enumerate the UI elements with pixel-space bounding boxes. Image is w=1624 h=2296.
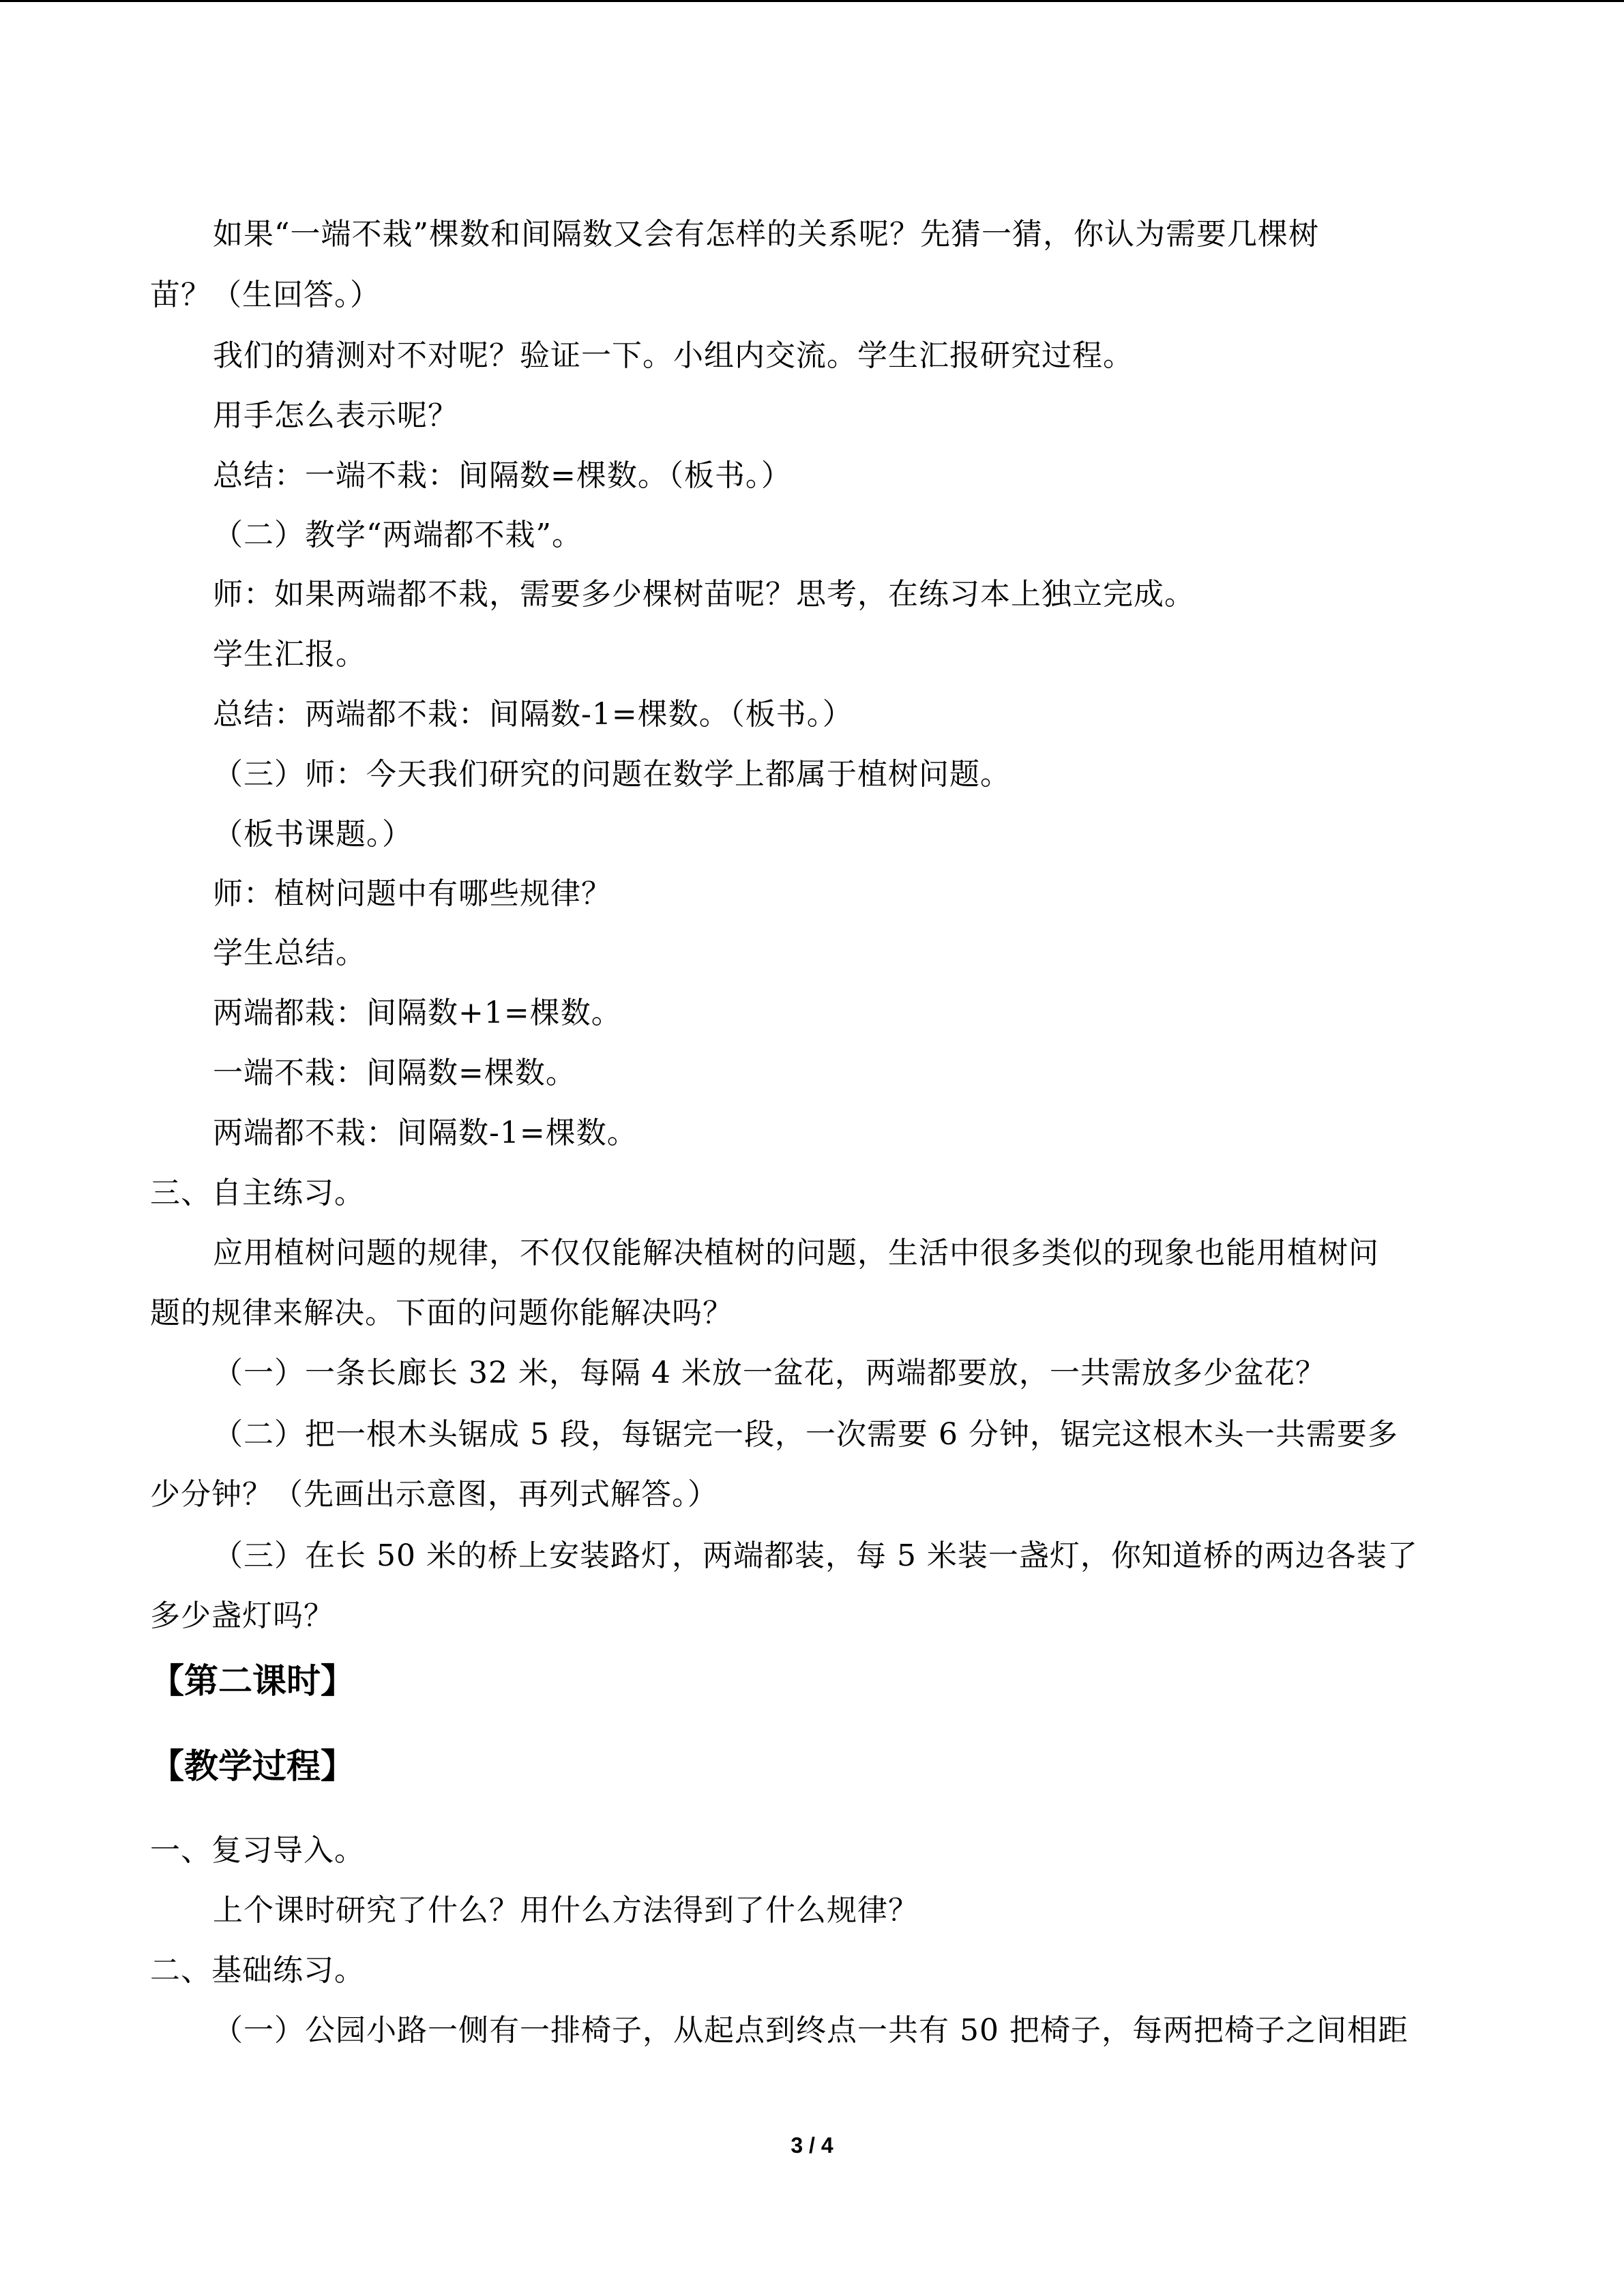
section-heading: 一、复习导入。	[150, 1833, 365, 1868]
paragraph-line: 少分钟？（先画出示意图，再列式解答。）	[150, 1477, 718, 1512]
paragraph-line: 多少盏灯吗？	[150, 1598, 334, 1633]
page-number: 3 / 4	[791, 2133, 833, 2158]
paragraph-line: （二）把一根木头锯成 5 段，每锯完一段，一次需要 6 分钟，锯完这根木头一共需要多	[213, 1417, 1398, 1452]
paragraph-line: 我们的猜测对不对呢？验证一下。小组内交流。学生汇报研究过程。	[213, 338, 1134, 373]
paragraph-line: 一端不栽：间隔数=棵数。	[213, 1056, 576, 1090]
lesson-heading: 【第二课时】	[150, 1661, 355, 1701]
paragraph-line: （三）师：今天我们研究的问题在数学上都属于植树问题。	[213, 757, 1011, 792]
paragraph-line: （二）教学“两端都不栽”。	[213, 518, 582, 552]
top-border-line	[0, 0, 1624, 2]
section-heading: 三、自主练习。	[150, 1176, 365, 1210]
paragraph-line: （三）在长 50 米的桥上安装路灯，两端都装，每 5 米装一盏灯，你知道桥的两边各装了	[213, 1538, 1418, 1573]
paragraph-line: 用手怎么表示呢？	[213, 398, 458, 433]
paragraph-line: 两端都不栽：间隔数-1=棵数。	[213, 1116, 638, 1150]
paragraph-line: 应用植树问题的规律，不仅仅能解决植树的问题，生活中很多类似的现象也能用植树问	[213, 1236, 1379, 1270]
paragraph-line: 学生汇报。	[213, 637, 366, 672]
paragraph-line: 总结：两端都不栽：间隔数-1=棵数。（板书。）	[213, 697, 853, 732]
paragraph-line: （板书课题。）	[213, 817, 413, 852]
process-heading: 【教学过程】	[150, 1746, 355, 1786]
paragraph-line: 师：如果两端都不栽，需要多少棵树苗呢？思考，在练习本上独立完成。	[213, 577, 1195, 612]
paragraph-line: （一）公园小路一侧有一排椅子，从起点到终点一共有 50 把椅子，每两把椅子之间相距	[213, 2013, 1408, 2048]
paragraph-line: 如果“一端不栽”棵数和间隔数又会有怎样的关系呢？先猜一猜，你认为需要几棵树	[213, 217, 1319, 252]
paragraph-line: 总结：一端不栽：间隔数=棵数。（板书。）	[213, 458, 792, 493]
paragraph-line: 题的规律来解决。下面的问题你能解决吗？	[150, 1296, 733, 1330]
paragraph-line: 师：植树问题中有哪些规律？	[213, 876, 612, 911]
section-heading: 二、基础练习。	[150, 1953, 365, 1988]
paragraph-line: （一）一条长廊长 32 米，每隔 4 米放一盆花，两端都要放，一共需放多少盆花？	[213, 1356, 1326, 1390]
paragraph-line: 苗？（生回答。）	[150, 278, 381, 312]
paragraph-line: 学生总结。	[213, 936, 366, 970]
paragraph-line: 两端都栽：间隔数+1=棵数。	[213, 996, 622, 1030]
paragraph-line: 上个课时研究了什么？用什么方法得到了什么规律？	[213, 1893, 919, 1928]
